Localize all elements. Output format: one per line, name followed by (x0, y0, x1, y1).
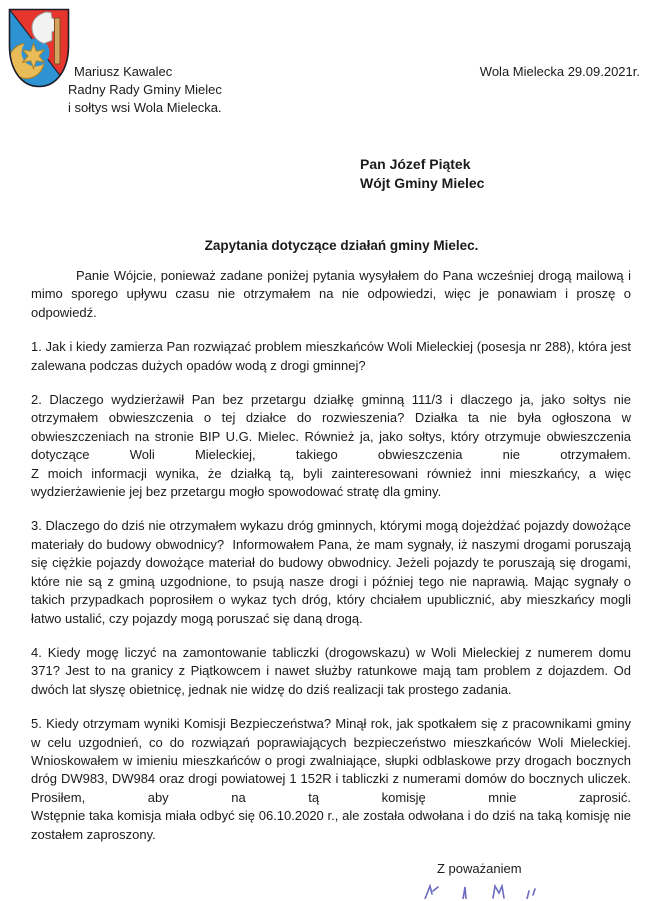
place-and-date: Wola Mielecka 29.09.2021r. (479, 64, 640, 79)
recipient-name: Pan Józef Piątek (360, 156, 471, 172)
question-paragraph-1 (31, 338, 631, 375)
question-paragraph-5 (31, 715, 631, 844)
question-4-text: 4. Kiedy mogę liczyć na zamontowanie tabliczki (drogowskazu) w Woli Mieleckiej z numerem domu 371? Jest to na granicy z Piątkowcem i nawet służby ratunkowe mają tam problem z dojazdem. Od dwóch lat słyszę obietnicę, jednak nie widzę do dziś realizacji tak prostego zadania. (31, 644, 631, 697)
question-2-text-part-1: 2. Dlaczego wydzierżawił Pan bez przetargu działkę gminną 111/3 i dlaczego ja, jako sołtys nie otrzymałem obwieszczenia o tej działce do rozwieszenia? Działka ta nie była ogłoszona w obwieszczeniach na stronie BIP U.G. Mielec. Również ja, jako sołtys, który otrzymuje obwieszczenia dotyczące Woli Mieleckiej, takiego obwieszczenia nie otrzymałem. (31, 392, 631, 463)
letter-body (31, 267, 631, 899)
sender-name: Mariusz Kawalec (74, 64, 173, 79)
gmina-mielec-coat-of-arms-icon (8, 8, 70, 88)
sender-title-councillor: Radny Rady Gminy Mielec (68, 82, 222, 97)
subject-line: Zapytania dotyczące działań gminy Mielec. (204, 238, 479, 253)
intro-paragraph (31, 267, 631, 322)
question-1-text: 1. Jak i kiedy zamierza Pan rozwiązać problem mieszkańców Woli Mieleckiej (posesja nr 288), która jest zalewana podczas dużych opadów wodą z drogi gminnej? (31, 339, 631, 373)
intro-text: Panie Wójcie, ponieważ zadane poniżej pytania wysyłałem do Pana wcześniej drogą mailową i mimo sporego upływu czasu nie otrzymałem na nie odpowiedzi, więc je ponawiam i proszę o odpowiedź. (31, 268, 631, 320)
question-5-text-part-2: Wstępnie taka komisja miała odbyć się 06.10.2020 r., ale została odwołana i do dziś na taką komisję nie zostałem zaproszony. (31, 808, 631, 842)
sender-title-soltys: i sołtys wsi Wola Mielecka. (68, 100, 222, 115)
question-paragraph-2 (31, 391, 631, 501)
sender-block (68, 63, 222, 117)
letterhead (0, 0, 655, 147)
recipient-title: Wójt Gminy Mielec (360, 175, 485, 191)
question-2-text-part-2: Z moich informacji wynika, że działką tą, byli zainteresowani również inni mieszkańcy, a więc wydzierżawienie jej bez przetargu mogło spowodować stratę dla gminy. (31, 465, 631, 500)
signature-strokes (425, 886, 535, 899)
question-paragraph-3 (31, 517, 631, 627)
question-5-text-part-1: 5. Kiedy otrzymam wyniki Komisji Bezpieczeństwa? Minął rok, jak spotkałem się z pracownikami gminy w celu uzgodnień, co do rozwiązań poprawiających bezpieczeństwo mieszkańców Woli Mieleckiej. Wnioskowałem w imieniu mieszkańców o progi zwalniające, słupki odblaskowe przy drogach bocznych dróg DW983, DW984 oraz drogi powiatowej 1 152R i tabliczki z numerami domów do bocznych uliczek. Prosiłem, aby na tą komisję mnie zaprosić. (31, 716, 631, 805)
handwritten-signature (415, 884, 555, 899)
question-3-text: 3. Dlaczego do dziś nie otrzymałem wykazu dróg gminnych, którymi mogą dojeżdżać pojazdy dowożące materiały do budowy obwodnicy? Informowałem Pana, że mam sygnały, iż naszymi drogami poruszają się ciężkie pojazdy dowożące materiał do budowy obwodnicy. Jeżeli pojazdy te poruszają się drogami, które nie są z gminą uzgodnione, to psują nasze drogi i później tego nie naprawią. Mając sygnały o takich przypadkach poprosiłem o wykaz tych dróg, który chciałem upublicznić, aby mieszkańcy mogli łatwo ustalić, czy pojazdy mogą poruszać się daną drogą. (31, 518, 631, 626)
question-paragraph-4 (31, 644, 631, 699)
recipient-block (360, 155, 655, 193)
closing-salutation: Z poważaniem (437, 860, 522, 876)
axe-handle-icon (55, 18, 61, 64)
